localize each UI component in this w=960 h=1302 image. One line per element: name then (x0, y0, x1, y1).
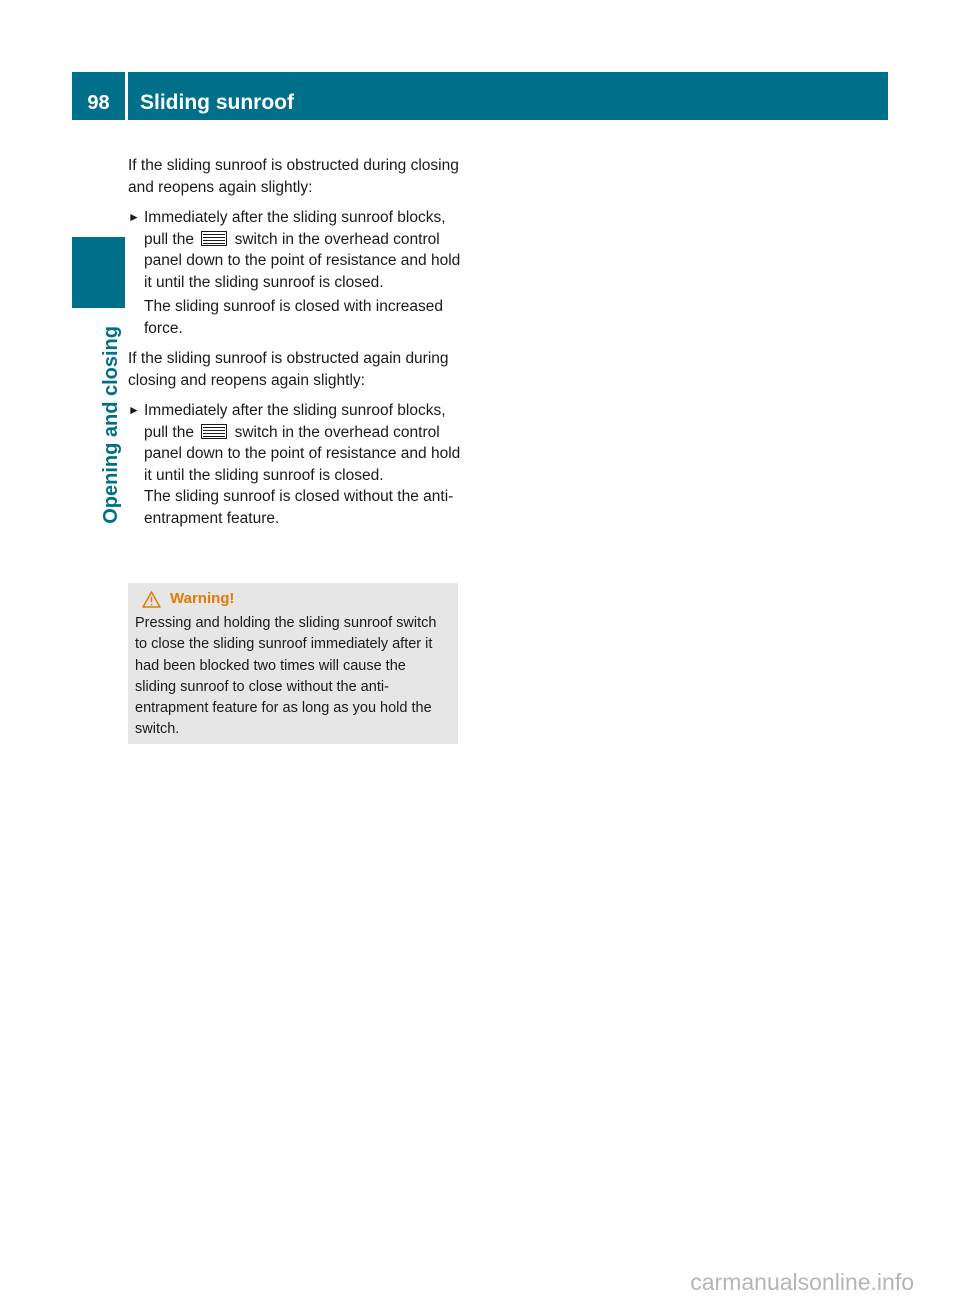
main-content (128, 155, 463, 533)
sunroof-switch-icon (201, 231, 227, 246)
step-arrow-icon: ► (128, 210, 140, 224)
intro-paragraph-1: If the sliding sunroof is obstructed during closing and reopens again slightly: (128, 157, 459, 196)
instruction-step-2 (128, 400, 463, 486)
warning-text: Pressing and holding the sliding sunroof switch to close the sliding sunroof immediately after it had been blocked two times will cause the sliding sunroof to close without the anti-entrapment feature for as long as you hold the switch. (135, 615, 437, 738)
result-2: The sliding sunroof is closed without the anti-entrapment feature. (144, 488, 454, 527)
instruction-step-1 (128, 207, 463, 293)
warning-triangle-icon (142, 591, 161, 608)
page-number: 98 (87, 92, 110, 114)
sunroof-switch-icon (201, 424, 227, 439)
step-1-text-before: Immediately after the sliding sunroof blocks, pull the (144, 209, 446, 248)
header-divider (125, 72, 128, 120)
step-arrow-icon: ► (128, 403, 140, 417)
watermark: carmanualsonline.info (690, 1269, 914, 1295)
warning-heading (135, 589, 450, 609)
warning-box (128, 583, 458, 744)
step-2-text-before: Immediately after the sliding sunroof blocks, pull the (144, 402, 446, 441)
warning-title: Warning! (170, 590, 235, 607)
step-1-text-after: switch in the overhead control panel down to the point of resistance and hold it until the sliding sunroof is closed. (144, 230, 461, 291)
result-1: The sliding sunroof is closed with increased force. (144, 298, 443, 337)
intro-paragraph-2: If the sliding sunroof is obstructed again during closing and reopens again slightly: (128, 350, 449, 389)
chapter-label: Opening and closing (100, 326, 122, 524)
section-title: Sliding sunroof (140, 91, 294, 114)
step-2-text-after: switch in the overhead control panel down to the point of resistance and hold it until the sliding sunroof is closed. (144, 423, 461, 484)
chapter-tab-marker (72, 237, 125, 308)
